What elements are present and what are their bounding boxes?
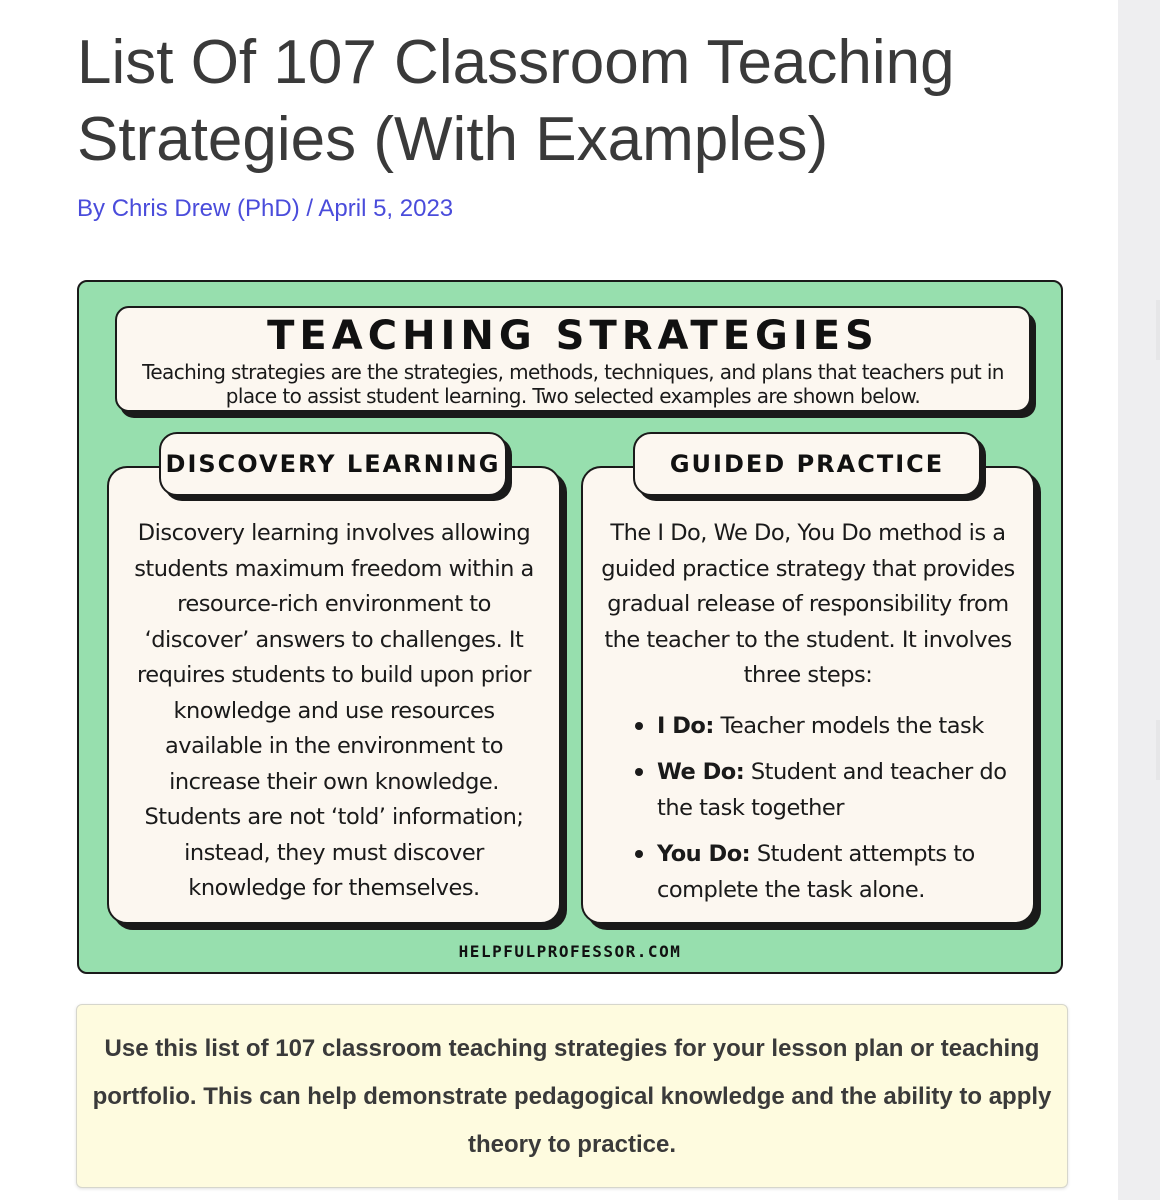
discovery-learning-card	[107, 466, 561, 924]
step-text: Student attempts to complete the task alone.	[657, 841, 975, 903]
discovery-learning-heading: DISCOVERY LEARNING	[159, 432, 507, 496]
step-text: Student and teacher do the task together	[657, 759, 1007, 821]
step-item	[633, 836, 1015, 908]
sidebar-divider	[1156, 720, 1160, 780]
byline	[77, 194, 453, 224]
guided-practice-text: The I Do, We Do, You Do method is a guided practice strategy that provides gradual release of responsibility from the teacher to the student. It involves three steps:	[601, 520, 1015, 688]
author-link[interactable]: Chris Drew (PhD)	[111, 195, 300, 222]
byline-separator: /	[299, 195, 319, 222]
step-item	[633, 754, 1015, 826]
byline-prefix: By	[77, 195, 112, 222]
guided-practice-card	[581, 466, 1035, 924]
teaching-strategies-infographic	[77, 280, 1063, 974]
infographic-header	[115, 306, 1031, 412]
step-text: Teacher models the task	[713, 713, 984, 739]
guided-practice-steps	[633, 708, 1015, 918]
sidebar-divider	[1156, 300, 1160, 360]
guided-practice-heading: GUIDED PRACTICE	[633, 432, 981, 496]
intro-callout: Use this list of 107 classroom teaching strategies for your lesson plan or teaching portfolio. This can help demonstrate pedagogical knowledge and the ability to apply theory to practice.	[76, 1004, 1068, 1188]
discovery-learning-text: Discovery learning involves allowing students maximum freedom within a resource-rich environment to ‘discover’ answers to challenges. It requires students to build upon prior knowledge and use resources available in the environment to increase their own knowledge. Students are not ‘told’ information; instead, they must discover knowledge for themselves.	[134, 520, 534, 901]
step-label: I Do:	[657, 713, 714, 739]
infographic-intro: Teaching strategies are the strategies, methods, techniques, and plans that teachers put in place to assist student learning. Two selected examples are shown below.	[142, 360, 1004, 408]
step-label: You Do:	[657, 841, 751, 867]
infographic-footer: HELPFULPROFESSOR.COM	[458, 942, 682, 961]
step-label: We Do:	[657, 759, 745, 785]
step-item	[633, 708, 1015, 744]
date-link[interactable]: April 5, 2023	[318, 195, 454, 222]
infographic-title: TEACHING STRATEGIES	[267, 313, 879, 359]
sidebar-edge	[1118, 0, 1160, 1200]
page-title: List Of 107 Classroom Teaching Strategies (With Examples)	[77, 28, 955, 174]
